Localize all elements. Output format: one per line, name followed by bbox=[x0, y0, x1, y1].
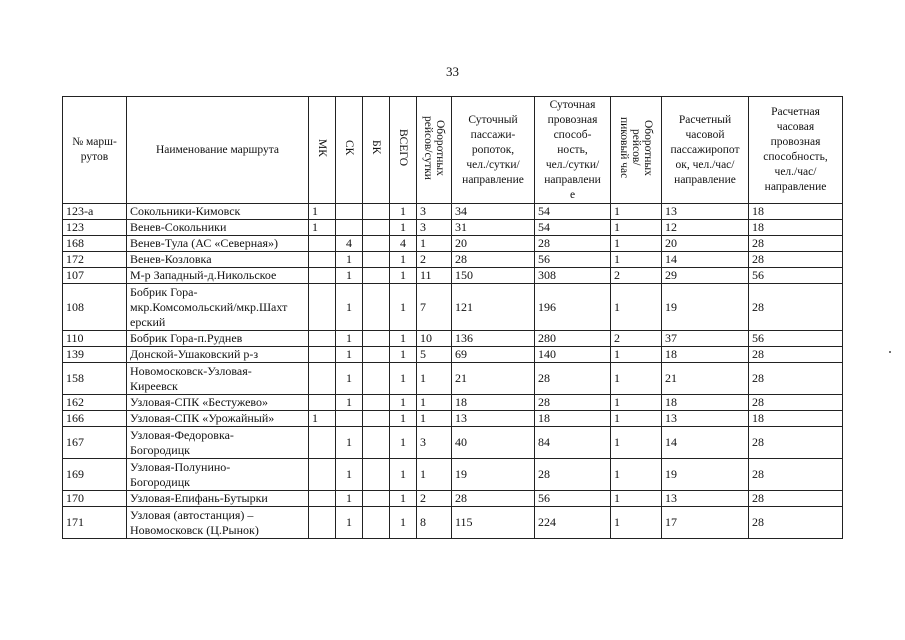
cell-trips-peak: 2 bbox=[611, 331, 662, 347]
cell-bk bbox=[363, 284, 390, 331]
cell-capacity-hourly: 28 bbox=[749, 284, 843, 331]
cell-passengers-daily: 115 bbox=[452, 507, 535, 539]
cell-route-name: Узловая-СПК «Урожайный» bbox=[127, 411, 309, 427]
cell-passengers-daily: 21 bbox=[452, 363, 535, 395]
cell-mk bbox=[309, 284, 336, 331]
cell-total: 1 bbox=[390, 204, 417, 220]
table-row bbox=[63, 395, 843, 411]
scan-dot bbox=[889, 351, 891, 353]
cell-route-no: 162 bbox=[63, 395, 127, 411]
cell-trips-daily: 2 bbox=[417, 252, 452, 268]
table-row bbox=[63, 204, 843, 220]
cell-passengers-hourly: 21 bbox=[662, 363, 749, 395]
cell-trips-daily: 2 bbox=[417, 491, 452, 507]
cell-capacity-daily: 56 bbox=[535, 491, 611, 507]
cell-route-name: Новомосковск-Узловая- Киреевск bbox=[127, 363, 309, 395]
cell-route-name: Узловая (автостанция) – Новомосковск (Ц.Рынок) bbox=[127, 507, 309, 539]
cell-route-no: 158 bbox=[63, 363, 127, 395]
cell-passengers-daily: 13 bbox=[452, 411, 535, 427]
cell-total: 1 bbox=[390, 252, 417, 268]
table-row bbox=[63, 347, 843, 363]
cell-passengers-hourly: 29 bbox=[662, 268, 749, 284]
cell-trips-peak: 1 bbox=[611, 507, 662, 539]
cell-capacity-daily: 56 bbox=[535, 252, 611, 268]
cell-route-name: Узловая-Полунино- Богородицк bbox=[127, 459, 309, 491]
cell-total: 4 bbox=[390, 236, 417, 252]
cell-sk: 1 bbox=[336, 331, 363, 347]
header-route-name: Наименование маршрута bbox=[127, 97, 309, 204]
cell-total: 1 bbox=[390, 395, 417, 411]
cell-trips-daily: 1 bbox=[417, 459, 452, 491]
cell-passengers-daily: 31 bbox=[452, 220, 535, 236]
header-bk: БК bbox=[363, 97, 390, 204]
cell-passengers-hourly: 19 bbox=[662, 459, 749, 491]
cell-total: 1 bbox=[390, 427, 417, 459]
table-row bbox=[63, 268, 843, 284]
cell-passengers-daily: 136 bbox=[452, 331, 535, 347]
cell-capacity-hourly: 18 bbox=[749, 204, 843, 220]
cell-passengers-daily: 69 bbox=[452, 347, 535, 363]
cell-sk: 1 bbox=[336, 507, 363, 539]
cell-bk bbox=[363, 236, 390, 252]
cell-sk: 1 bbox=[336, 268, 363, 284]
cell-mk bbox=[309, 491, 336, 507]
cell-bk bbox=[363, 411, 390, 427]
cell-bk bbox=[363, 331, 390, 347]
cell-mk bbox=[309, 507, 336, 539]
cell-capacity-daily: 28 bbox=[535, 459, 611, 491]
cell-trips-peak: 1 bbox=[611, 363, 662, 395]
cell-capacity-hourly: 56 bbox=[749, 331, 843, 347]
cell-route-no: 169 bbox=[63, 459, 127, 491]
cell-capacity-daily: 84 bbox=[535, 427, 611, 459]
cell-route-name: Донской-Ушаковский р-з bbox=[127, 347, 309, 363]
cell-passengers-hourly: 12 bbox=[662, 220, 749, 236]
cell-mk bbox=[309, 395, 336, 411]
cell-passengers-hourly: 18 bbox=[662, 395, 749, 411]
cell-capacity-hourly: 28 bbox=[749, 491, 843, 507]
cell-route-no: 170 bbox=[63, 491, 127, 507]
cell-sk: 1 bbox=[336, 491, 363, 507]
cell-passengers-daily: 28 bbox=[452, 491, 535, 507]
cell-route-no: 107 bbox=[63, 268, 127, 284]
cell-bk bbox=[363, 204, 390, 220]
cell-mk: 1 bbox=[309, 204, 336, 220]
cell-mk: 1 bbox=[309, 220, 336, 236]
cell-capacity-daily: 224 bbox=[535, 507, 611, 539]
header-mk: МК bbox=[309, 97, 336, 204]
cell-route-name: Сокольники-Кимовск bbox=[127, 204, 309, 220]
cell-total: 1 bbox=[390, 411, 417, 427]
cell-route-no: 167 bbox=[63, 427, 127, 459]
cell-trips-daily: 1 bbox=[417, 363, 452, 395]
cell-trips-peak: 1 bbox=[611, 427, 662, 459]
header-trips-peak: Оборотных рейсов/ пиковый час bbox=[611, 97, 662, 204]
cell-bk bbox=[363, 220, 390, 236]
cell-passengers-hourly: 18 bbox=[662, 347, 749, 363]
table-row bbox=[63, 252, 843, 268]
cell-passengers-daily: 34 bbox=[452, 204, 535, 220]
cell-passengers-daily: 20 bbox=[452, 236, 535, 252]
cell-trips-daily: 10 bbox=[417, 331, 452, 347]
table-body bbox=[63, 204, 843, 539]
cell-sk: 1 bbox=[336, 252, 363, 268]
cell-sk bbox=[336, 204, 363, 220]
table-row bbox=[63, 331, 843, 347]
cell-capacity-daily: 308 bbox=[535, 268, 611, 284]
cell-mk bbox=[309, 347, 336, 363]
table-row bbox=[63, 284, 843, 331]
cell-sk: 1 bbox=[336, 427, 363, 459]
cell-bk bbox=[363, 363, 390, 395]
cell-passengers-daily: 18 bbox=[452, 395, 535, 411]
cell-route-no: 168 bbox=[63, 236, 127, 252]
cell-capacity-daily: 196 bbox=[535, 284, 611, 331]
header-route-no: № марш- рутов bbox=[63, 97, 127, 204]
table-row bbox=[63, 491, 843, 507]
cell-passengers-hourly: 13 bbox=[662, 204, 749, 220]
cell-route-name: Венев-Козловка bbox=[127, 252, 309, 268]
cell-capacity-daily: 140 bbox=[535, 347, 611, 363]
header-trips-daily: Оборотных рейсов/сутки bbox=[417, 97, 452, 204]
cell-passengers-hourly: 37 bbox=[662, 331, 749, 347]
cell-trips-daily: 1 bbox=[417, 236, 452, 252]
table-row bbox=[63, 411, 843, 427]
cell-route-no: 110 bbox=[63, 331, 127, 347]
cell-total: 1 bbox=[390, 268, 417, 284]
header-sk: СК bbox=[336, 97, 363, 204]
cell-route-name: Узловая-Федоровка- Богородицк bbox=[127, 427, 309, 459]
cell-sk: 1 bbox=[336, 347, 363, 363]
cell-route-no: 139 bbox=[63, 347, 127, 363]
cell-passengers-hourly: 14 bbox=[662, 427, 749, 459]
cell-trips-peak: 1 bbox=[611, 220, 662, 236]
cell-trips-daily: 5 bbox=[417, 347, 452, 363]
cell-capacity-hourly: 28 bbox=[749, 363, 843, 395]
cell-passengers-daily: 40 bbox=[452, 427, 535, 459]
table-row bbox=[63, 507, 843, 539]
cell-trips-daily: 1 bbox=[417, 395, 452, 411]
cell-mk bbox=[309, 427, 336, 459]
cell-capacity-daily: 54 bbox=[535, 204, 611, 220]
cell-route-name: Венев-Тула (АС «Северная») bbox=[127, 236, 309, 252]
cell-capacity-daily: 28 bbox=[535, 395, 611, 411]
cell-route-no: 108 bbox=[63, 284, 127, 331]
cell-trips-peak: 1 bbox=[611, 411, 662, 427]
cell-route-no: 123-а bbox=[63, 204, 127, 220]
cell-capacity-hourly: 28 bbox=[749, 395, 843, 411]
cell-trips-peak: 1 bbox=[611, 459, 662, 491]
cell-capacity-daily: 54 bbox=[535, 220, 611, 236]
cell-sk bbox=[336, 220, 363, 236]
cell-mk bbox=[309, 331, 336, 347]
cell-capacity-hourly: 28 bbox=[749, 507, 843, 539]
cell-trips-daily: 3 bbox=[417, 204, 452, 220]
cell-capacity-hourly: 56 bbox=[749, 268, 843, 284]
cell-capacity-daily: 28 bbox=[535, 236, 611, 252]
cell-route-name: Узловая-Епифань-Бутырки bbox=[127, 491, 309, 507]
table-row bbox=[63, 220, 843, 236]
cell-passengers-hourly: 20 bbox=[662, 236, 749, 252]
cell-total: 1 bbox=[390, 491, 417, 507]
cell-route-no: 123 bbox=[63, 220, 127, 236]
cell-route-name: Бобрик Гора- мкр.Комсомольский/мкр.Шахт ерский bbox=[127, 284, 309, 331]
cell-trips-peak: 1 bbox=[611, 204, 662, 220]
cell-trips-peak: 1 bbox=[611, 284, 662, 331]
cell-trips-peak: 1 bbox=[611, 252, 662, 268]
cell-mk bbox=[309, 252, 336, 268]
cell-total: 1 bbox=[390, 507, 417, 539]
header-capacity-daily: Суточная провозная способ- ность, чел./сутки/ направлени е bbox=[535, 97, 611, 204]
cell-capacity-hourly: 18 bbox=[749, 411, 843, 427]
cell-trips-peak: 1 bbox=[611, 236, 662, 252]
cell-mk bbox=[309, 236, 336, 252]
cell-bk bbox=[363, 459, 390, 491]
cell-sk bbox=[336, 411, 363, 427]
cell-trips-peak: 1 bbox=[611, 491, 662, 507]
cell-passengers-daily: 28 bbox=[452, 252, 535, 268]
cell-sk: 1 bbox=[336, 395, 363, 411]
cell-passengers-daily: 150 bbox=[452, 268, 535, 284]
cell-sk: 4 bbox=[336, 236, 363, 252]
cell-sk: 1 bbox=[336, 363, 363, 395]
cell-mk bbox=[309, 268, 336, 284]
cell-mk: 1 bbox=[309, 411, 336, 427]
cell-sk: 1 bbox=[336, 459, 363, 491]
table-row bbox=[63, 236, 843, 252]
cell-total: 1 bbox=[390, 347, 417, 363]
cell-trips-daily: 3 bbox=[417, 220, 452, 236]
header-passengers-daily: Суточный пассажи- ропоток, чел./сутки/ направление bbox=[452, 97, 535, 204]
cell-route-no: 166 bbox=[63, 411, 127, 427]
page-number: 33 bbox=[446, 64, 459, 79]
cell-route-name: Узловая-СПК «Бестужево» bbox=[127, 395, 309, 411]
cell-capacity-daily: 28 bbox=[535, 363, 611, 395]
cell-capacity-hourly: 28 bbox=[749, 459, 843, 491]
cell-trips-peak: 1 bbox=[611, 347, 662, 363]
cell-passengers-hourly: 13 bbox=[662, 491, 749, 507]
cell-trips-daily: 1 bbox=[417, 411, 452, 427]
table-row bbox=[63, 363, 843, 395]
cell-bk bbox=[363, 427, 390, 459]
cell-trips-daily: 11 bbox=[417, 268, 452, 284]
cell-capacity-hourly: 18 bbox=[749, 220, 843, 236]
cell-total: 1 bbox=[390, 284, 417, 331]
cell-trips-peak: 2 bbox=[611, 268, 662, 284]
cell-bk bbox=[363, 507, 390, 539]
cell-route-no: 172 bbox=[63, 252, 127, 268]
cell-passengers-daily: 121 bbox=[452, 284, 535, 331]
table-row bbox=[63, 459, 843, 491]
cell-capacity-daily: 18 bbox=[535, 411, 611, 427]
cell-route-name: Венев-Сокольники bbox=[127, 220, 309, 236]
cell-route-no: 171 bbox=[63, 507, 127, 539]
cell-total: 1 bbox=[390, 220, 417, 236]
cell-capacity-hourly: 28 bbox=[749, 347, 843, 363]
cell-passengers-hourly: 19 bbox=[662, 284, 749, 331]
cell-bk bbox=[363, 268, 390, 284]
cell-passengers-hourly: 13 bbox=[662, 411, 749, 427]
cell-mk bbox=[309, 363, 336, 395]
cell-capacity-hourly: 28 bbox=[749, 252, 843, 268]
cell-total: 1 bbox=[390, 331, 417, 347]
cell-bk bbox=[363, 491, 390, 507]
header-passengers-hourly: Расчетный часовой пассажиропот ок, чел./час/ направление bbox=[662, 97, 749, 204]
cell-sk: 1 bbox=[336, 284, 363, 331]
cell-trips-daily: 3 bbox=[417, 427, 452, 459]
cell-bk bbox=[363, 252, 390, 268]
cell-total: 1 bbox=[390, 363, 417, 395]
cell-trips-daily: 7 bbox=[417, 284, 452, 331]
cell-route-name: Бобрик Гора-п.Руднев bbox=[127, 331, 309, 347]
cell-capacity-hourly: 28 bbox=[749, 236, 843, 252]
cell-capacity-hourly: 28 bbox=[749, 427, 843, 459]
cell-capacity-daily: 280 bbox=[535, 331, 611, 347]
cell-total: 1 bbox=[390, 459, 417, 491]
header-total: ВСЕГО bbox=[390, 97, 417, 204]
cell-route-name: М-р Западный-д.Никольское bbox=[127, 268, 309, 284]
cell-passengers-daily: 19 bbox=[452, 459, 535, 491]
cell-trips-daily: 8 bbox=[417, 507, 452, 539]
cell-bk bbox=[363, 395, 390, 411]
cell-passengers-hourly: 14 bbox=[662, 252, 749, 268]
routes-table bbox=[62, 96, 843, 539]
header-capacity-hourly: Расчетная часовая провозная способность, чел./час/ направление bbox=[749, 97, 843, 204]
cell-bk bbox=[363, 347, 390, 363]
cell-trips-peak: 1 bbox=[611, 395, 662, 411]
table-row bbox=[63, 427, 843, 459]
cell-passengers-hourly: 17 bbox=[662, 507, 749, 539]
cell-mk bbox=[309, 459, 336, 491]
table-header-row bbox=[63, 97, 843, 204]
